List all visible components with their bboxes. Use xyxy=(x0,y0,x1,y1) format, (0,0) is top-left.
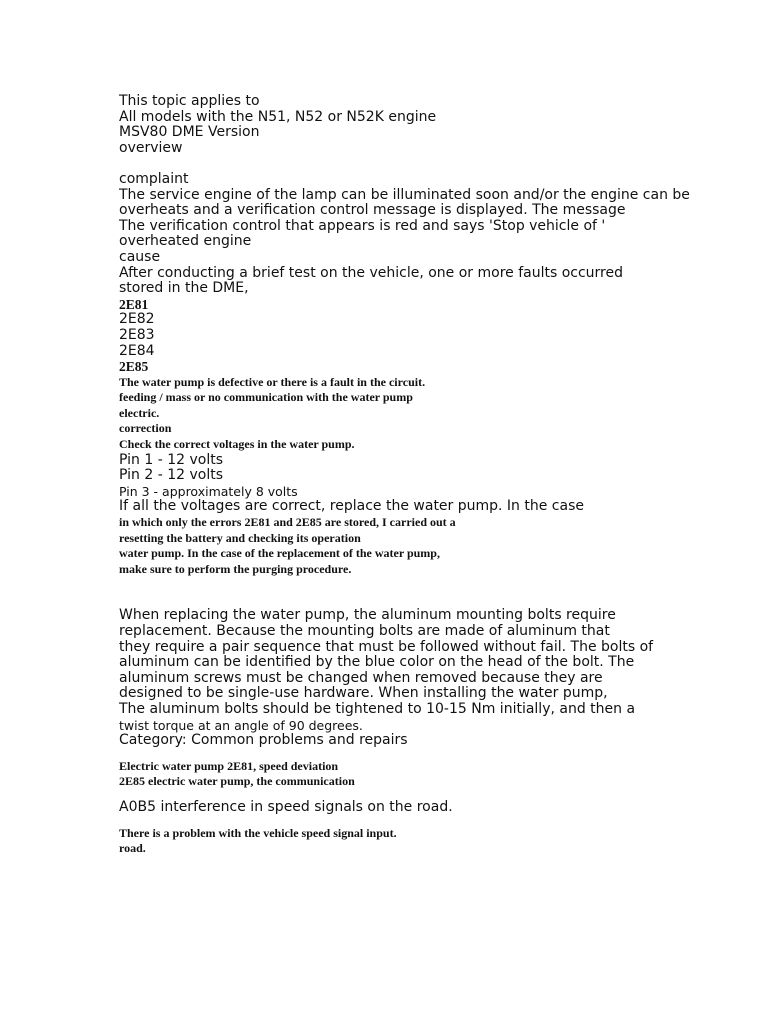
text-line: This topic applies to xyxy=(119,93,260,109)
fault-code: 2E81 xyxy=(119,296,149,312)
section-heading-complaint: complaint xyxy=(119,170,189,187)
text-line: If all the voltages are correct, replace the water pump. In the case xyxy=(119,498,584,515)
text-line: electric. xyxy=(119,405,160,420)
fault-code: 2E83 xyxy=(119,326,155,343)
fault-code: 2E84 xyxy=(119,342,155,359)
text-line: road. xyxy=(119,841,146,856)
pin-voltage: Pin 2 - 12 volts xyxy=(119,467,223,484)
section-heading-cause: cause xyxy=(119,248,161,265)
text-line: The aluminum bolts should be tightened to 10-15 Nm initially, and then a xyxy=(119,700,636,717)
text-line: twist torque at an angle of 90 degrees. xyxy=(119,717,363,733)
text-line: in which only the errors 2E81 and 2E85 are stored, I carried out a xyxy=(119,515,456,530)
text-line: When replacing the water pump, the aluminum mounting bolts require xyxy=(119,607,616,624)
spacer xyxy=(119,577,719,608)
text-line: make sure to perform the purging procedure. xyxy=(119,561,352,576)
spacer xyxy=(119,156,719,172)
text-line: Check the correct voltages in the water pump. xyxy=(119,437,355,452)
text-line: The verification control that appears is red and says 'Stop vehicle of ' xyxy=(119,217,606,234)
pin-voltage: Pin 3 - approximately 8 volts xyxy=(119,483,298,499)
fault-title: Electric water pump 2E81, speed deviation xyxy=(119,758,339,773)
text-line: replacement. Because the mounting bolts are made of aluminum that xyxy=(119,623,610,639)
text-line: MSV80 DME Version xyxy=(119,124,260,141)
text-line: overheated engine xyxy=(119,233,252,250)
text-line: stored in the DME, xyxy=(119,280,249,297)
text-line: All models with the N51, N52 or N52K engine xyxy=(119,108,437,125)
text-line: they require a pair sequence that must be followed without fail. The bolts of xyxy=(119,638,654,655)
text-line: The service engine of the lamp can be illuminated soon and/or the engine can be xyxy=(119,186,690,203)
text-line: aluminum can be identified by the blue color on the head of the bolt. The xyxy=(119,654,635,671)
text-line: resetting the battery and checking its operation xyxy=(119,530,361,545)
text-line: overheats and a verification control message is displayed. The message xyxy=(119,202,626,219)
text-line: The water pump is defective or there is a fault in the circuit. xyxy=(119,374,426,389)
section-heading-correction: correction xyxy=(119,421,172,436)
text-line: designed to be single-use hardware. When installing the water pump, xyxy=(119,685,608,702)
fault-code: 2E85 xyxy=(119,359,149,375)
spacer xyxy=(119,749,719,759)
text-line: After conducting a brief test on the vehicle, one or more faults occurred xyxy=(119,264,623,281)
text-line: There is a problem with the vehicle speed signal input. xyxy=(119,825,397,840)
category-line: Category: Common problems and repairs xyxy=(119,732,408,749)
text-line: water pump. In the case of the replacement of the water pump, xyxy=(119,546,440,561)
document-page xyxy=(119,94,719,857)
fault-code: 2E82 xyxy=(119,311,155,328)
text-line: aluminum screws must be changed when removed because they are xyxy=(119,669,603,686)
text-line: A0B5 interference in speed signals on the road. xyxy=(119,798,453,815)
text-line: overview xyxy=(119,139,183,156)
pin-voltage: Pin 1 - 12 volts xyxy=(119,451,223,468)
fault-title: 2E85 electric water pump, the communication xyxy=(119,774,355,789)
text-line: feeding / mass or no communication with the water pump xyxy=(119,390,413,405)
spacer xyxy=(119,816,719,826)
